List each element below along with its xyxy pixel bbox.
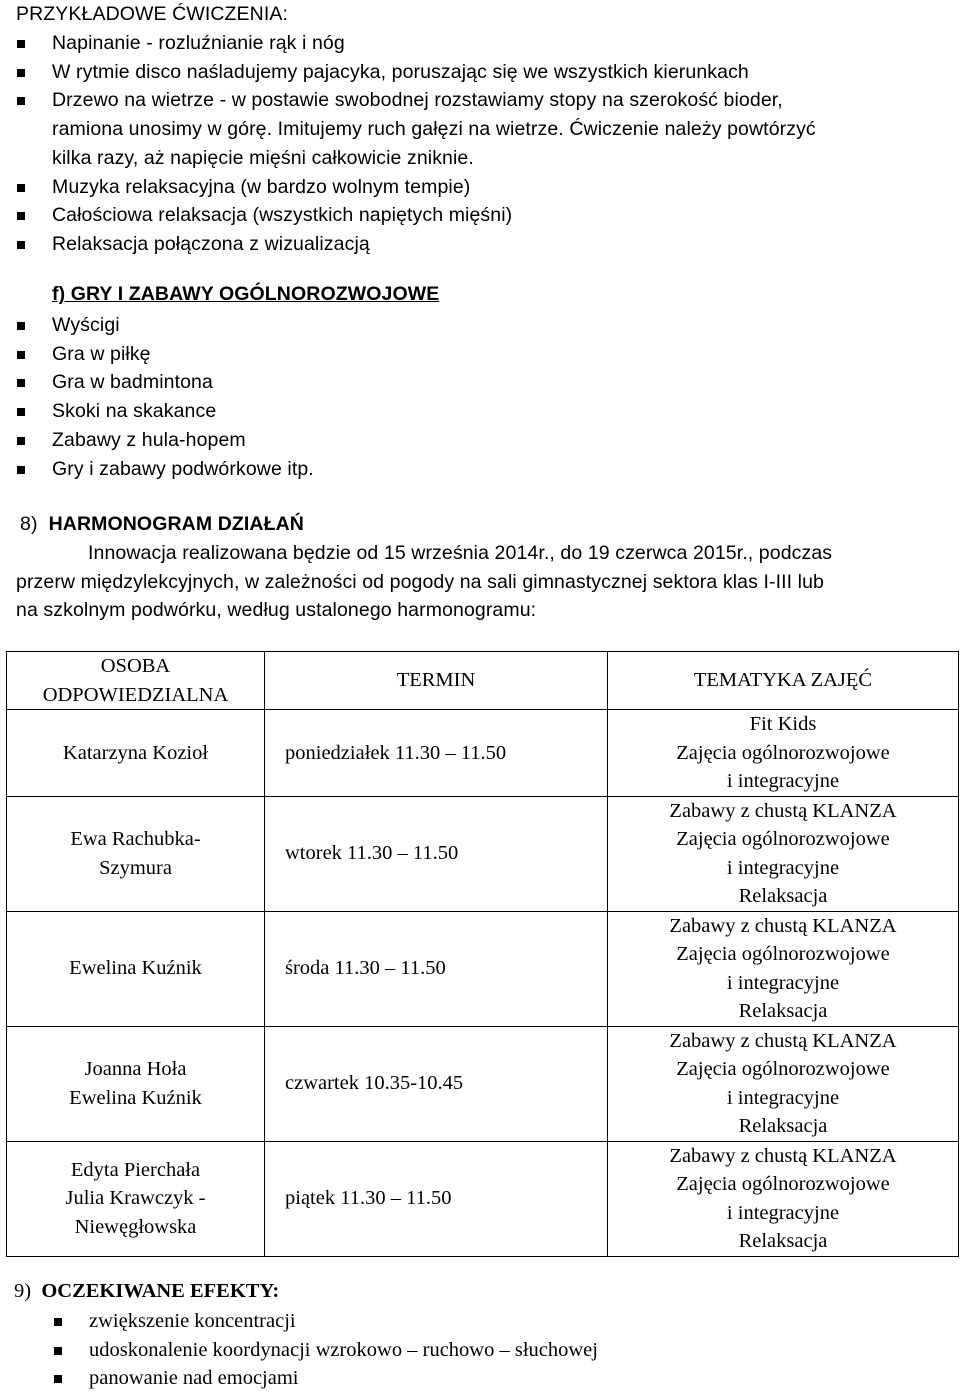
header-topic: TEMATYKA ZAJĘĆ — [608, 652, 959, 710]
cell-person: Ewelina Kuźnik — [7, 911, 265, 1026]
section-8-text — [16, 539, 946, 625]
section-number: 9) — [14, 1280, 32, 1302]
list-item: Muzyka relaksacyjna (w bardzo wolnym tempie) — [0, 173, 960, 202]
bullet-square-icon — [17, 69, 25, 77]
list-item: Napinanie - rozluźnianie rąk i nóg — [0, 29, 960, 58]
cell-topic: Fit Kids Zajęcia ogólnorozwojowe i integracyjne — [608, 710, 959, 797]
paragraph-line: przerw międzylekcyjnych, w zależności od pogody na sali gimnastycznej sektora klas I-III lub — [16, 570, 824, 593]
cell-term: środa 11.30 – 11.50 — [265, 911, 608, 1026]
bullet-square-icon — [17, 408, 25, 416]
bullet-square-icon — [17, 379, 25, 387]
list-item: Relaksacja połączona z wizualizacją — [0, 230, 960, 259]
section-9-heading — [14, 1280, 279, 1303]
bullet-square-icon — [17, 322, 25, 330]
list-item: Drzewo na wietrze - w postawie swobodnej rozstawiamy stopy na szerokość bioder, — [0, 86, 960, 115]
list-item-continuation: kilka razy, aż napięcie mięśni całkowicie zniknie. — [52, 146, 474, 169]
section-title: HARMONOGRAM DZIAŁAŃ — [48, 513, 304, 535]
exercises-list — [0, 29, 960, 259]
list-item: W rytmie disco naśladujemy pajacyka, poruszając się we wszystkich kierunkach — [0, 58, 960, 87]
bullet-square-icon — [54, 1375, 62, 1383]
list-item: Wyścigi — [0, 311, 960, 340]
table-row — [7, 796, 959, 911]
cell-topic: Zabawy z chustą KLANZA Zajęcia ogólnorozwojowe i integracyjne Relaksacja — [608, 796, 959, 911]
table-row — [7, 911, 959, 1026]
bullet-square-icon — [17, 212, 25, 220]
table-row — [7, 1026, 959, 1141]
list-item: Gra w piłkę — [0, 340, 960, 369]
section-title: OCZEKIWANE EFEKTY: — [41, 1280, 280, 1302]
cell-topic: Zabawy z chustą KLANZA Zajęcia ogólnorozwojowe i integracyjne Relaksacja — [608, 1141, 959, 1256]
bullet-square-icon — [54, 1318, 62, 1326]
cell-topic: Zabawy z chustą KLANZA Zajęcia ogólnorozwojowe i integracyjne Relaksacja — [608, 1026, 959, 1141]
cell-person: Joanna Hoła Ewelina Kuźnik — [7, 1026, 265, 1141]
list-item: Gry i zabawy podwórkowe itp. — [0, 455, 960, 484]
table-header-row — [7, 652, 959, 710]
bullet-square-icon — [17, 437, 25, 445]
bullet-square-icon — [17, 184, 25, 192]
cell-term: wtorek 11.30 – 11.50 — [265, 796, 608, 911]
bullet-square-icon — [17, 466, 25, 474]
section-number: 8) — [20, 513, 38, 535]
list-item: Skoki na skakance — [0, 397, 960, 426]
header-person: OSOBA ODPOWIEDZIALNA — [7, 652, 265, 710]
bullet-square-icon — [17, 351, 25, 359]
paragraph-line: na szkolnym podwórku, według ustalonego harmonogramu: — [16, 599, 537, 622]
list-item: Zabawy z hula-hopem — [0, 426, 960, 455]
cell-person: Edyta Pierchała Julia Krawczyk - Niewęgłowska — [7, 1141, 265, 1256]
schedule-table — [6, 651, 959, 1257]
paragraph-line: Innowacja realizowana będzie od 15 września 2014r., do 19 czerwca 2015r., podczas — [88, 542, 833, 564]
header-term: TERMIN — [265, 652, 608, 710]
games-list — [0, 311, 960, 483]
bullet-square-icon — [17, 40, 25, 48]
bullet-square-icon — [17, 97, 25, 105]
cell-term: poniedziałek 11.30 – 11.50 — [265, 710, 608, 797]
table-row — [7, 1141, 959, 1256]
list-item: panowanie nad emocjami — [0, 1364, 960, 1393]
list-item: zwiększenie koncentracji — [0, 1307, 960, 1336]
bullet-square-icon — [54, 1347, 62, 1355]
cell-term: piątek 11.30 – 11.50 — [265, 1141, 608, 1256]
section-8-heading — [20, 513, 304, 536]
list-item: udoskonalenie koordynacji wzrokowo – ruchowo – słuchowej — [0, 1336, 960, 1365]
section-f-title: f) GRY I ZABAWY OGÓLNOROZWOJOWE — [52, 283, 440, 305]
list-item: Gra w badmintona — [0, 368, 960, 397]
cell-topic: Zabawy z chustą KLANZA Zajęcia ogólnorozwojowe i integracyjne Relaksacja — [608, 911, 959, 1026]
list-item: Całościowa relaksacja (wszystkich napiętych mięśni) — [0, 201, 960, 230]
cell-term: czwartek 10.35-10.45 — [265, 1026, 608, 1141]
cell-person: Ewa Rachubka- Szymura — [7, 796, 265, 911]
bullet-square-icon — [17, 241, 25, 249]
list-item-continuation: ramiona unosimy w górę. Imitujemy ruch gałęzi na wietrze. Ćwiczenie należy powtórzyć — [52, 118, 816, 141]
exercises-heading: PRZYKŁADOWE ĆWICZENIA: — [16, 3, 288, 25]
effects-list — [0, 1307, 960, 1393]
table-row — [7, 710, 959, 797]
cell-person: Katarzyna Kozioł — [7, 710, 265, 797]
